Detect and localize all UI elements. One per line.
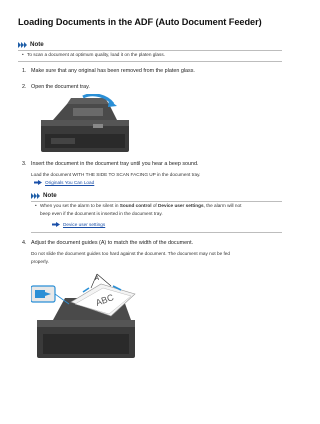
step-3 <box>22 161 199 167</box>
link-arrow-icon <box>52 222 60 227</box>
step-number: 4. <box>22 240 27 246</box>
bullet-icon: • <box>22 52 24 57</box>
step-number: 2. <box>22 84 27 90</box>
note-heading <box>18 41 44 48</box>
note-chevron-icon <box>18 42 28 48</box>
note-text: When you set the alarm to be silent in Sound control of Device user settings, the alarm will not beep even if the document is inserted in the document tray. <box>40 203 242 216</box>
link-row <box>52 222 105 227</box>
note-divider <box>31 232 282 233</box>
printer-open-tray-figure <box>37 94 133 154</box>
step-text: Adjust the document guides (A) to match the width of the document. <box>31 240 194 246</box>
document-guides-figure <box>31 272 141 360</box>
svg-text:ABC: ABC <box>94 292 116 308</box>
sound-control-term: Sound control <box>119 203 152 208</box>
step-number: 3. <box>22 161 27 167</box>
link-row <box>34 180 94 185</box>
step-4-description: Do not slide the document guides too hard against the document. The document may not be fed properly. <box>31 251 230 264</box>
device-user-settings-link[interactable]: Device user settings <box>63 222 106 227</box>
note-label: Note <box>30 41 44 48</box>
link-arrow-icon <box>34 180 42 185</box>
note-chevron-icon <box>31 193 41 199</box>
step-1 <box>22 68 195 74</box>
step-number: 1. <box>22 68 27 74</box>
step-2 <box>22 84 90 90</box>
step-3-description: Load the document WITH THE SIDE TO SCAN FACING UP in the document tray. <box>31 172 201 177</box>
guide-label-a: A <box>95 276 100 282</box>
note-heading <box>31 192 57 199</box>
step-text: Insert the document in the document tray until you hear a beep sound. <box>31 161 199 167</box>
step-text: Make sure that any original has been removed from the platen glass. <box>31 68 195 74</box>
step-4 <box>22 240 193 246</box>
note-divider <box>18 61 282 62</box>
bullet-icon: • <box>35 203 37 208</box>
page-title: Loading Documents in the ADF (Auto Document Feeder) <box>18 17 262 27</box>
step-text: Open the document tray. <box>31 84 90 90</box>
device-user-settings-term: Device user settings <box>158 203 204 208</box>
note-text: To scan a document at optimum quality, load it on the platen glass. <box>27 52 166 57</box>
originals-you-can-load-link[interactable]: Originals You Can Load <box>45 180 95 185</box>
note-label: Note <box>43 192 57 199</box>
